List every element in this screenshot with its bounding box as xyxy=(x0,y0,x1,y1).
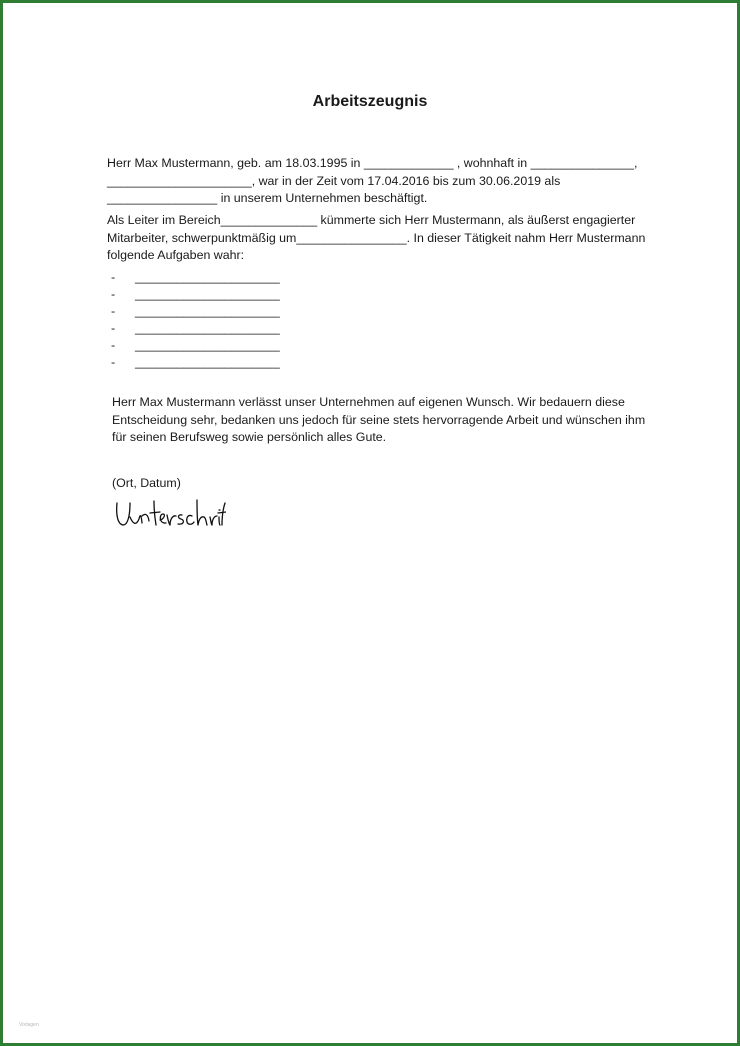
intro-line: _____________________, war in der Zeit vom 17.04.2016 bis zum 30.06.2019 als xyxy=(107,173,561,188)
task-blank: _____________________ xyxy=(135,321,280,335)
intro-line: ________________ in unserem Unternehmen beschäftigt. xyxy=(107,191,428,205)
task-item xyxy=(111,337,280,354)
task-item xyxy=(111,269,280,286)
document-title: Arbeitszeugnis xyxy=(312,93,428,110)
task-blank: _____________________ xyxy=(135,304,280,318)
signature-image xyxy=(114,497,226,531)
bullet-dash: - xyxy=(111,355,116,369)
bullet-dash: - xyxy=(111,321,116,335)
duties-paragraph xyxy=(107,212,645,265)
bullet-dash: - xyxy=(111,287,116,301)
task-blank: _____________________ xyxy=(135,270,280,284)
bullet-dash: - xyxy=(111,270,116,284)
intro-line: Herr Max Mustermann, geb. am 18.03.1995 in _____________ , wohnhaft in _______________, xyxy=(107,156,638,170)
bullet-dash: - xyxy=(111,304,116,318)
closing-line: Herr Max Mustermann verlässt unser Unternehmen auf eigenen Wunsch. Wir bedauern diese xyxy=(112,395,625,409)
intro-paragraph xyxy=(107,155,637,208)
footer-watermark: Vorlagen xyxy=(19,1022,39,1028)
duties-line: Als Leiter im Bereich______________ kümmerte sich Herr Mustermann, als äußerst engagierter xyxy=(107,213,636,227)
task-blank: _____________________ xyxy=(135,338,280,352)
closing-line: Entscheidung sehr, bedanken uns jedoch für seine stets hervorragende Arbeit und wünschen ihm xyxy=(112,412,646,427)
task-item xyxy=(111,320,280,337)
place-date-label: (Ort, Datum) xyxy=(112,476,181,490)
duties-line: Mitarbeiter, schwerpunktmäßig um________________. In dieser Tätigkeit nahm Herr Mustermann xyxy=(107,230,646,245)
closing-line: für seinen Berufsweg sowie persönlich alles Gute. xyxy=(112,430,387,444)
task-blank: _____________________ xyxy=(135,355,280,369)
task-item xyxy=(111,286,280,303)
task-item xyxy=(111,303,280,320)
task-item xyxy=(111,354,280,371)
task-list xyxy=(111,269,280,371)
bullet-dash: - xyxy=(111,338,116,352)
task-blank: _____________________ xyxy=(135,287,280,301)
duties-line: folgende Aufgaben wahr: xyxy=(107,248,245,262)
closing-paragraph xyxy=(112,394,645,447)
